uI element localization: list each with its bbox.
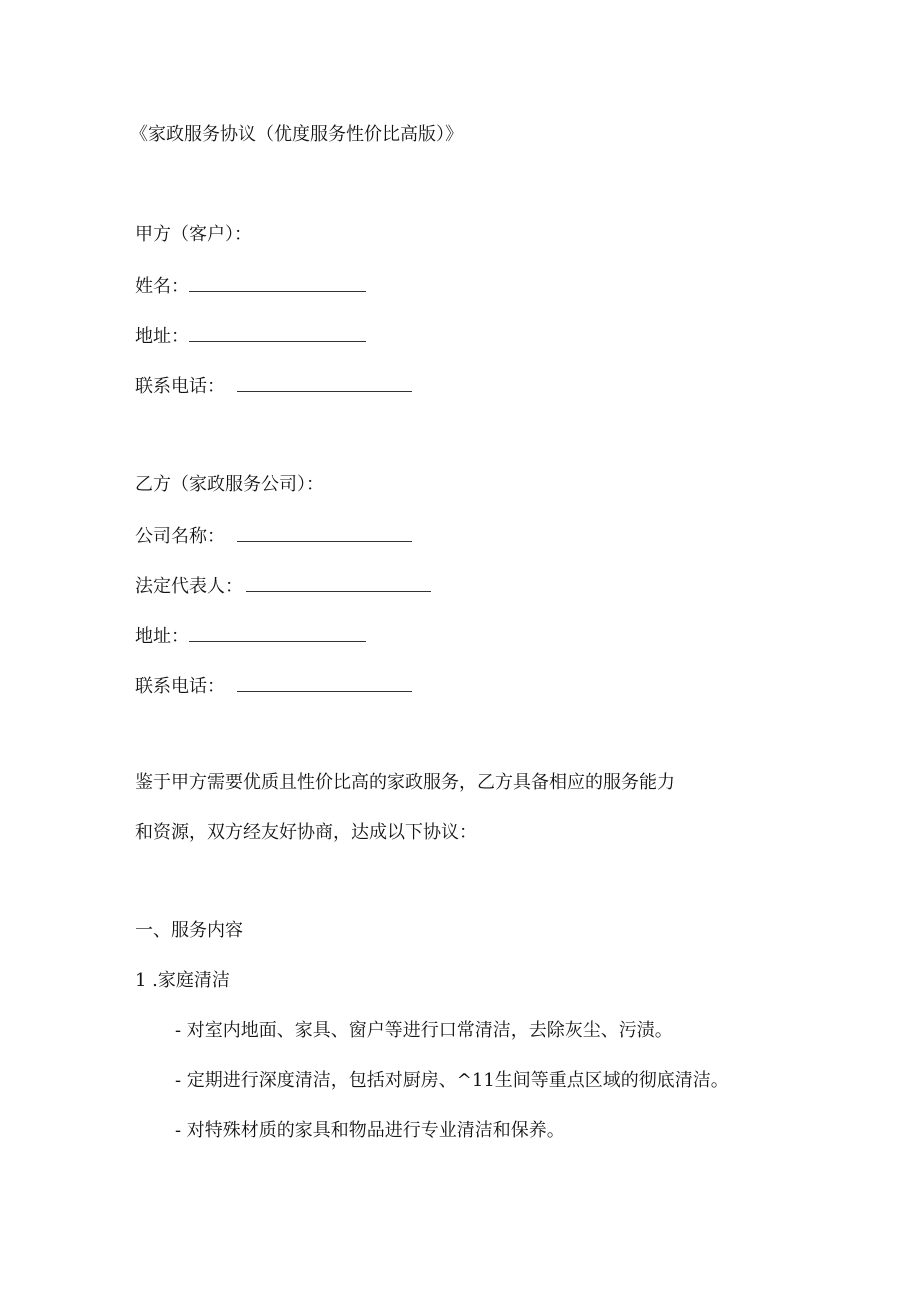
party-a-phone-row [135, 373, 412, 399]
party-b-rep-row [135, 573, 431, 599]
phone-label: 联系电话： [135, 376, 225, 397]
address-label: 地址： [135, 626, 189, 647]
rep-blank[interactable] [246, 573, 431, 592]
subsection-heading: 1 .家庭清洁 [135, 970, 230, 991]
party-b-company-row [135, 523, 412, 549]
party-b-heading: 乙方（家政服务公司）： [135, 474, 324, 495]
preamble-line: 鉴于甲方需要优质且性价比高的家政服务，乙方具备相应的服务能力 [135, 772, 675, 793]
list-item: - 对室内地面、家具、窗户等进行口常清洁，去除灰尘、污渍。 [175, 1020, 673, 1041]
party-a-heading: 甲方（客户）： [135, 224, 252, 245]
party-a-address-row [135, 323, 366, 349]
section-heading: 一、服务内容 [135, 920, 243, 941]
preamble-line: 和资源，双方经友好协商，达成以下协议： [135, 822, 477, 843]
phone-blank[interactable] [237, 673, 412, 692]
company-blank[interactable] [237, 523, 412, 542]
name-label: 姓名： [135, 276, 189, 297]
phone-blank[interactable] [237, 373, 412, 392]
party-a-name-row [135, 273, 366, 299]
document-title: 《家政服务协议（优度服务性价比高版）》 [130, 124, 463, 145]
list-item: - 对特殊材质的家具和物品进行专业清洁和保养。 [175, 1120, 565, 1141]
company-label: 公司名称： [135, 526, 225, 547]
address-blank[interactable] [189, 323, 366, 342]
rep-label: 法定代表人： [135, 576, 243, 597]
party-b-address-row [135, 623, 366, 649]
address-blank[interactable] [189, 623, 366, 642]
name-blank[interactable] [189, 273, 366, 292]
address-label: 地址： [135, 326, 189, 347]
phone-label: 联系电话： [135, 676, 225, 697]
list-item: - 定期进行深度清洁，包括对厨房、^11生间等重点区域的彻底清洁。 [175, 1070, 729, 1091]
party-b-phone-row [135, 673, 412, 699]
